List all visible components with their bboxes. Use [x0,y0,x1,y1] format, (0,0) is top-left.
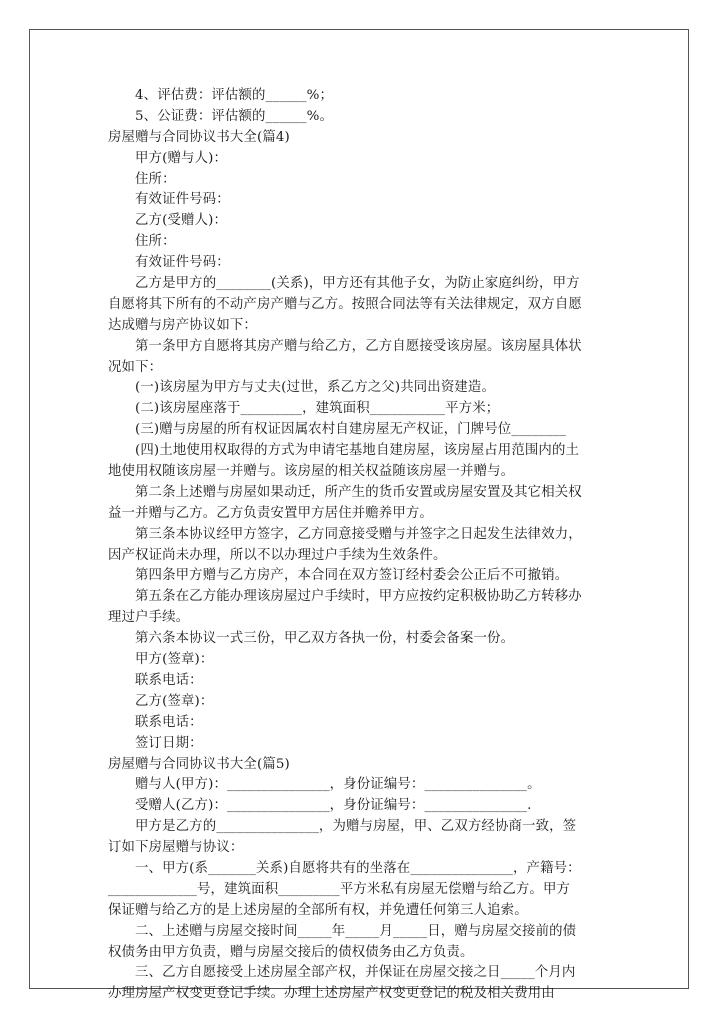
text-line: 权债务由甲方负责，赠与房屋交接后的债权债务由乙方负责。 [108,944,474,960]
text-line: 理过户手续。 [108,610,190,626]
text-line: 5、公证费：评估额的______%。 [135,108,334,124]
text-line: 第五条在乙方能办理该房屋过户手续时，甲方应按约定积极协助乙方转移办 [135,589,582,605]
section-heading: 房屋赠与合同协议书大全(篇5) [108,756,290,772]
text-line: 第一条甲方自愿将其房产赠与给乙方，乙方自愿接受该房屋。该房屋具体状 [135,338,582,354]
text-line: (一)该房屋为甲方与丈夫(过世，系乙方之父)共同出资建造。 [135,380,496,396]
text-line: (三)赠与房屋的所有权证因属农村自建房屋无产权证，门牌号位________ [135,422,567,438]
text-line: 住所： [135,234,176,250]
text-line: 第四条甲方赠与乙方房产，本合同在双方签订经村委会公正后不可撤销。 [135,568,569,584]
text-line: (二)该房屋座落于_________，建筑面积___________平方米； [135,401,500,417]
text-line: 达成赠与房产协议如下： [108,317,257,333]
text-line: 有效证件号码： [135,255,230,271]
text-line: 住所： [135,171,176,187]
text-line: 签订日期： [135,735,203,751]
text-line: 办理房屋产权变更登记手续。办理上述房屋产权变更登记的税及相关费用由 [108,986,555,1002]
text-line: 乙方是甲方的________(关系)，甲方还有其他子女，为防止家庭纠纷，甲方 [135,276,580,292]
text-line: 二、上述赠与房屋交接时间_____年_____月_____日，赠与房屋交接前的债 [135,923,577,939]
text-line: _____________号，建筑面积_________平方米私有房屋无偿赠与给乙方。甲方 [108,881,571,897]
text-line: 甲方是乙方的_______________，为赠与房屋，甲、乙双方经协商一致，签 [135,819,577,835]
text-line: 保证赠与给乙方的是上述房屋的全部所有权，并免遭任何第三人追索。 [108,902,528,918]
text-line: 第二条上述赠与房屋如果动迁，所产生的货币安置或房屋安置及其它相关权 [135,484,582,500]
text-line: 联系电话： [135,714,203,730]
text-line: 第三条本协议经甲方签字，乙方同意接受赠与并签字之日起发生法律效力， [135,526,582,542]
document-body [108,86,614,1005]
text-line: 乙方(受赠人)： [135,213,227,229]
text-line: 有效证件号码： [135,192,230,208]
text-line: 三、乙方自愿接受上述房屋全部产权，并保证在房屋交接之日_____个月内 [135,965,576,981]
text-line: 乙方(签章)： [135,693,214,709]
text-line: 4、评估费：评估额的______%； [135,88,334,103]
text-line: 联系电话： [135,672,203,688]
text-line: 甲方(签章)： [135,652,214,668]
text-line: (四)土地使用权取得的方式为申请宅基地自建房屋，该房屋占用范围内的土 [135,443,580,459]
text-line: 订如下房屋赠与协议： [108,840,244,856]
text-line: 益一并赠与乙方。乙方负责安置甲方居住并赡养甲方。 [108,505,433,521]
text-line: 一、甲方(系_______关系)自愿将共有的坐落在_______________，产籍号： [135,860,581,876]
text-line: 第六条本协议一式三份，甲乙双方各执一份，村委会备案一份。 [135,631,515,647]
text-line: 赠与人(甲方)：_______________，身份证编号：_______________。 [135,777,541,793]
text-line: 自愿将其下所有的不动产房产赠与乙方。按照合同法等有关法律规定，双方自愿 [108,296,582,312]
text-line: 况如下： [108,359,163,375]
text-line: 甲方(赠与人)： [135,150,227,166]
section-heading: 房屋赠与合同协议书大全(篇4) [108,129,290,145]
text-line: 因产权证尚未办理，所以不以办理过户手续为生效条件。 [108,547,447,563]
text-line: 受赠人(乙方)：_______________，身份证编号：_______________. [135,798,532,814]
text-line: 地使用权随该房屋一并赠与。该房屋的相关权益随该房屋一并赠与。 [108,464,515,480]
